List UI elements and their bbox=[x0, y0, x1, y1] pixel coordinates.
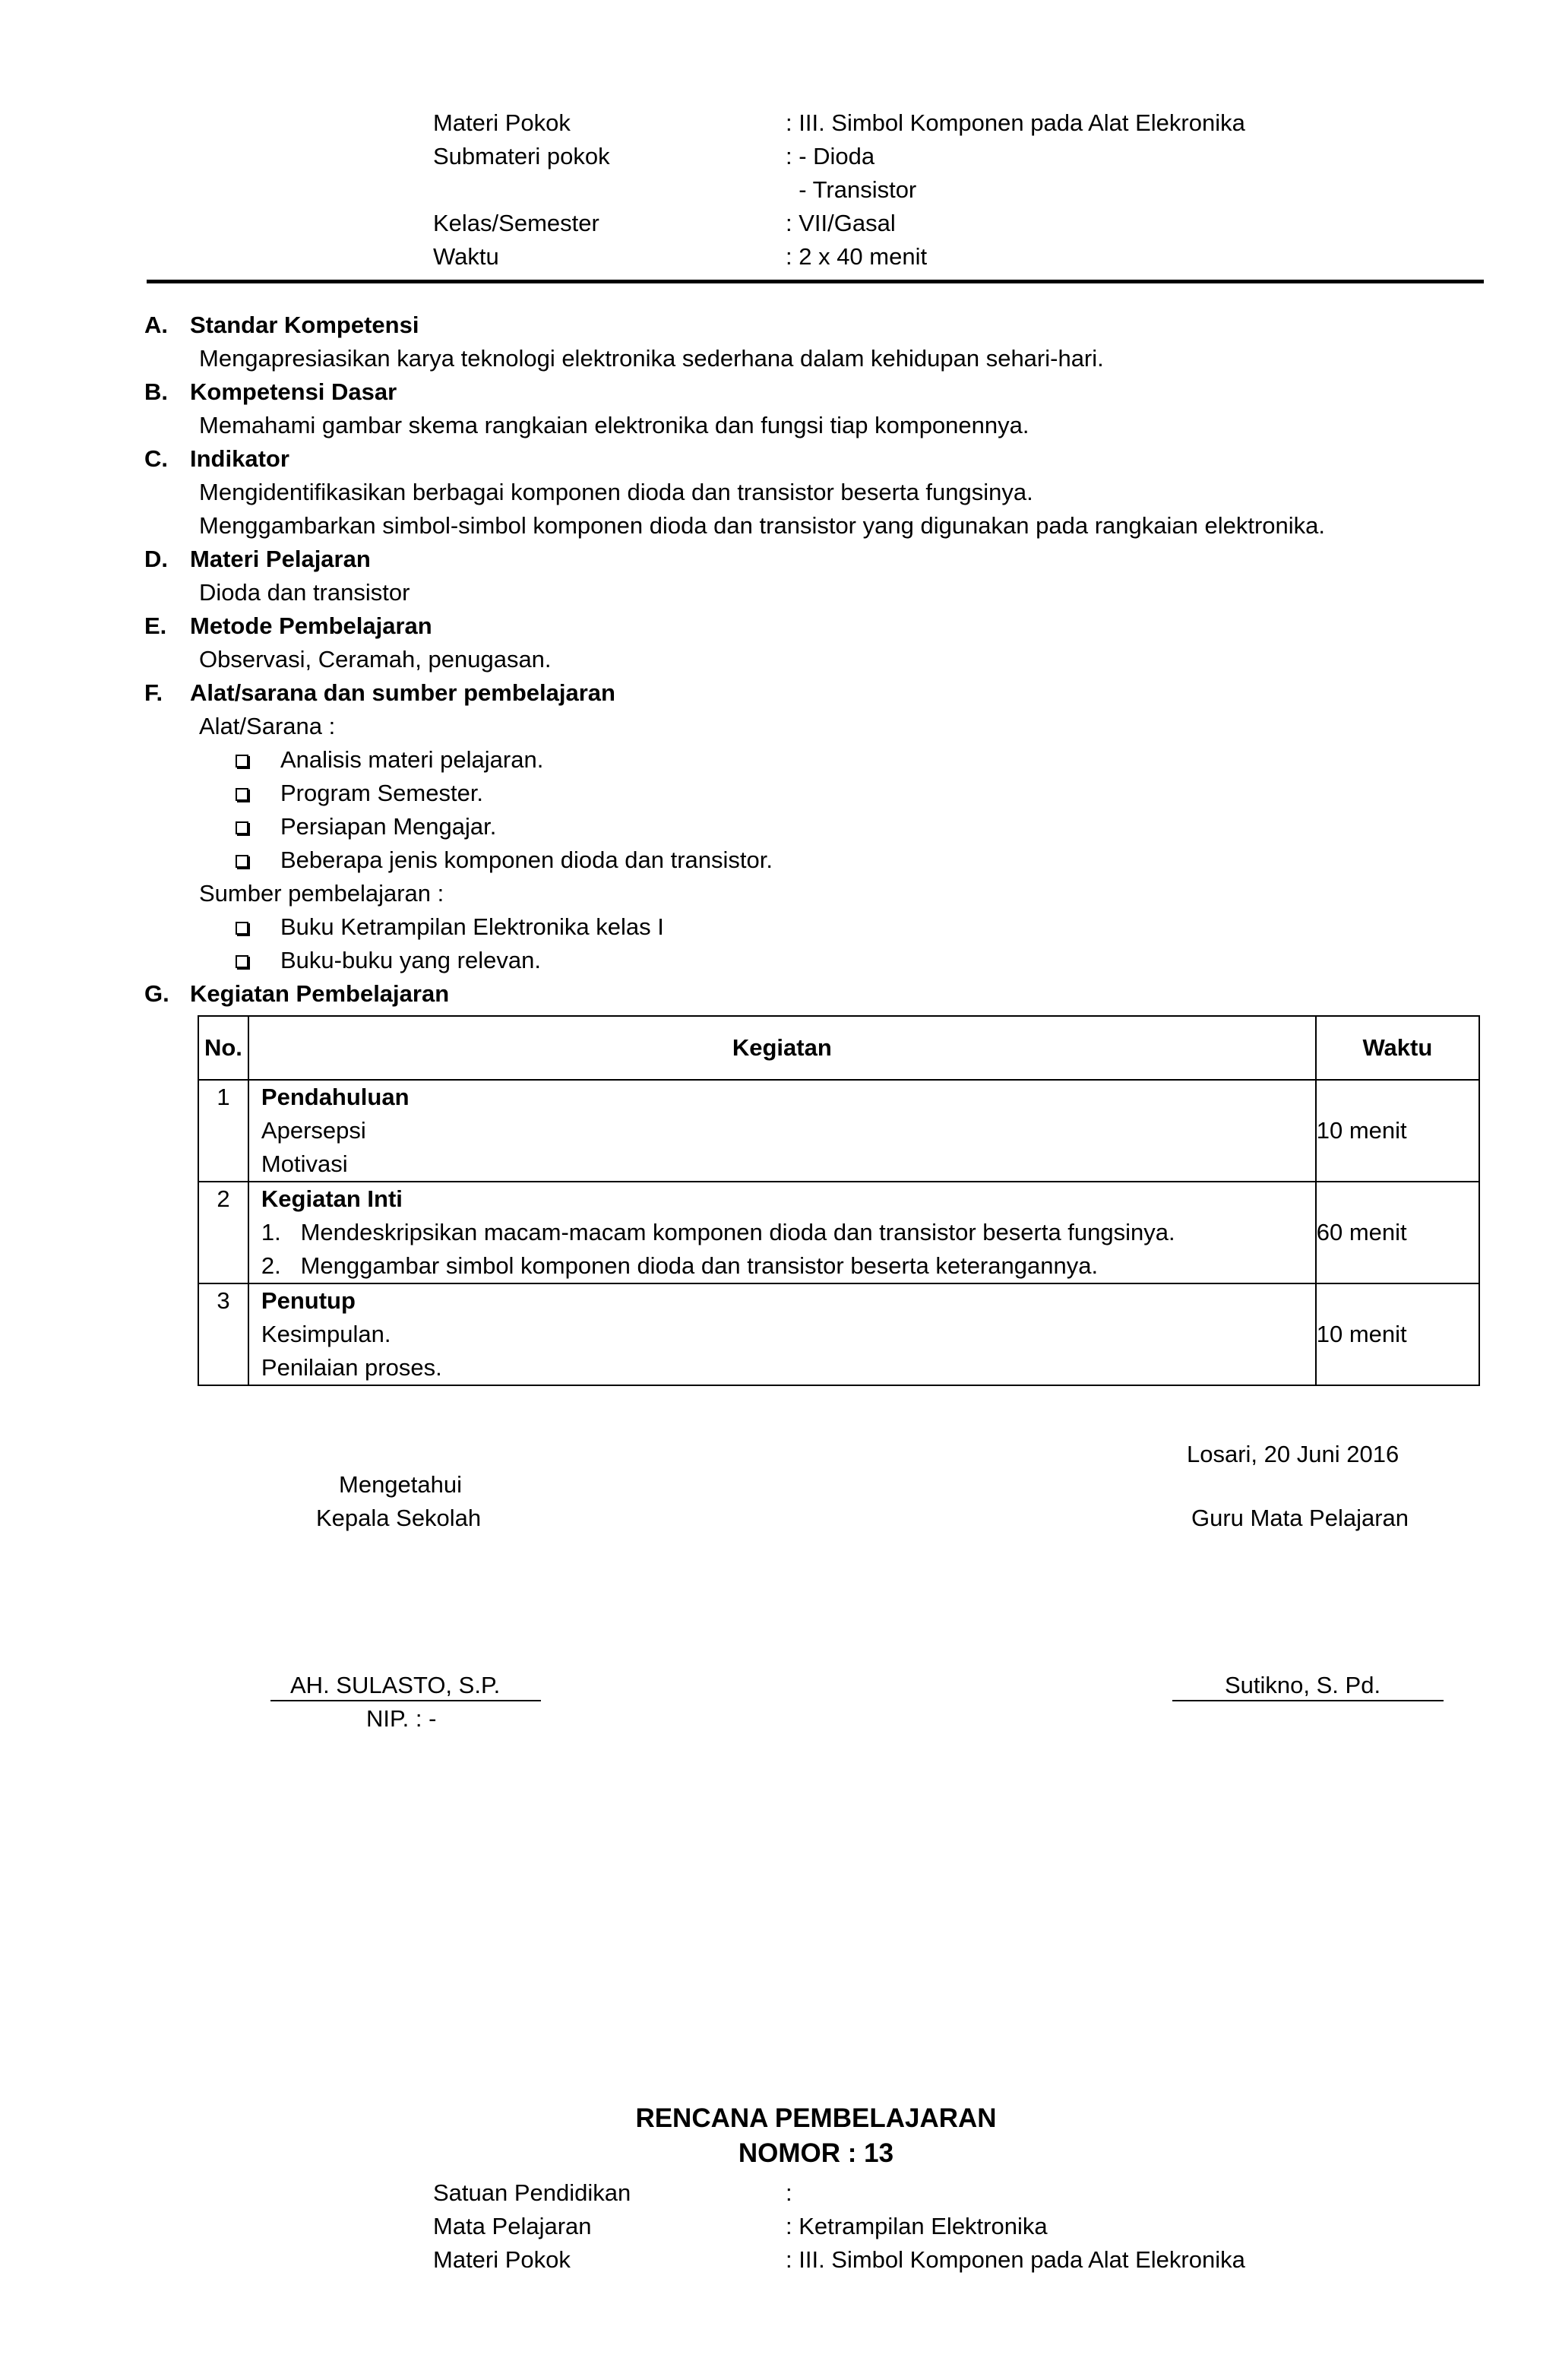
checkbox-bullet-icon bbox=[236, 855, 248, 868]
row-title: Penutup bbox=[261, 1287, 356, 1314]
table-row bbox=[198, 1080, 1479, 1182]
row-waktu: 60 menit bbox=[1316, 1182, 1479, 1283]
value-kelas: : VII/Gasal bbox=[786, 210, 896, 236]
list-item bbox=[236, 810, 248, 843]
section-d-text: Dioda dan transistor bbox=[199, 579, 410, 606]
row-line: Apersepsi bbox=[261, 1117, 366, 1144]
table-row bbox=[198, 1283, 1479, 1385]
checkbox-bullet-icon bbox=[236, 821, 248, 834]
list-item bbox=[236, 843, 248, 877]
section-b-title: Kompetensi Dasar bbox=[190, 378, 397, 405]
section-c-letter: C. bbox=[144, 445, 168, 472]
section-e-letter: E. bbox=[144, 612, 167, 639]
checkbox-bullet-icon bbox=[236, 922, 248, 935]
row-no: 2 bbox=[198, 1182, 248, 1283]
alat-label: Alat/Sarana : bbox=[199, 713, 336, 739]
alat-item-2: Program Semester. bbox=[280, 780, 484, 806]
list-item bbox=[236, 777, 248, 810]
section-c-text-2: Menggambarkan simbol-simbol komponen dioda dan transistor yang digunakan pada rangkaian elektronika. bbox=[199, 512, 1326, 539]
right-caption: Guru Mata Pelajaran bbox=[1191, 1505, 1409, 1531]
label-submateri: Submateri pokok bbox=[433, 143, 610, 169]
next-page-title: RENCANA PEMBELAJARAN bbox=[635, 2103, 997, 2133]
list-item bbox=[236, 743, 248, 777]
left-signature-line bbox=[270, 1700, 541, 1701]
alat-item-4: Beberapa jenis komponen dioda dan transistor. bbox=[280, 847, 773, 873]
row-line: Kesimpulan. bbox=[261, 1321, 391, 1347]
checkbox-bullet-icon bbox=[236, 788, 248, 801]
right-signatory-name: Sutikno, S. Pd. bbox=[1225, 1672, 1381, 1698]
row-line: Motivasi bbox=[261, 1150, 348, 1177]
section-g-letter: G. bbox=[144, 980, 169, 1007]
label-materi-pokok: Materi Pokok bbox=[433, 109, 571, 136]
section-e-text: Observasi, Ceramah, penugasan. bbox=[199, 646, 552, 673]
checkbox-bullet-icon bbox=[236, 955, 248, 968]
sumber-item-2: Buku-buku yang relevan. bbox=[280, 947, 541, 973]
section-e-title: Metode Pembelajaran bbox=[190, 612, 432, 639]
row-kegiatan bbox=[248, 1182, 1316, 1283]
table-header-row bbox=[198, 1016, 1479, 1080]
section-c-title: Indikator bbox=[190, 445, 289, 472]
row-no: 3 bbox=[198, 1283, 248, 1385]
value-submateri-1: : - Dioda bbox=[786, 143, 875, 169]
value-materi-pokok-2: : III. Simbol Komponen pada Alat Elekronika bbox=[786, 2246, 1245, 2273]
row-title: Pendahuluan bbox=[261, 1084, 410, 1110]
next-page-number: NOMOR : 13 bbox=[738, 2138, 894, 2168]
row-no: 1 bbox=[198, 1080, 248, 1182]
label-kelas: Kelas/Semester bbox=[433, 210, 599, 236]
header-waktu: Waktu bbox=[1316, 1016, 1479, 1080]
section-c-text-1: Mengidentifikasikan berbagai komponen dioda dan transistor beserta fungsinya. bbox=[199, 479, 1033, 505]
left-caption-1: Mengetahui bbox=[339, 1471, 463, 1498]
label-materi-pokok-2: Materi Pokok bbox=[433, 2246, 571, 2273]
value-satuan: : bbox=[786, 2179, 792, 2206]
list-item bbox=[236, 910, 248, 944]
section-f-title: Alat/sarana dan sumber pembelajaran bbox=[190, 679, 615, 706]
label-mata-pelajaran: Mata Pelajaran bbox=[433, 2213, 592, 2239]
row-kegiatan bbox=[248, 1080, 1316, 1182]
kegiatan-table bbox=[198, 1015, 1480, 1386]
section-a-title: Standar Kompetensi bbox=[190, 312, 419, 338]
section-f-letter: F. bbox=[144, 679, 163, 706]
section-a-text: Mengapresiasikan karya teknologi elektronika sederhana dalam kehidupan sehari-hari. bbox=[199, 345, 1104, 372]
section-d-title: Materi Pelajaran bbox=[190, 546, 371, 572]
sumber-label: Sumber pembelajaran : bbox=[199, 880, 444, 907]
left-signatory-name: AH. SULASTO, S.P. bbox=[290, 1672, 501, 1698]
table-row bbox=[198, 1182, 1479, 1283]
place-date: Losari, 20 Juni 2016 bbox=[1187, 1441, 1399, 1467]
row-line: 1. Mendeskripsikan macam-macam komponen dioda dan transistor beserta fungsinya. bbox=[261, 1219, 1175, 1245]
row-line: 2. Menggambar simbol komponen dioda dan transistor beserta keterangannya. bbox=[261, 1252, 1099, 1279]
right-signature-line bbox=[1172, 1700, 1444, 1701]
list-item bbox=[236, 944, 248, 977]
row-line: Penilaian proses. bbox=[261, 1354, 442, 1381]
row-waktu: 10 menit bbox=[1316, 1080, 1479, 1182]
sumber-item-1: Buku Ketrampilan Elektronika kelas I bbox=[280, 913, 664, 940]
row-title: Kegiatan Inti bbox=[261, 1185, 403, 1212]
value-materi-pokok: : III. Simbol Komponen pada Alat Elekronika bbox=[786, 109, 1245, 136]
left-caption-2: Kepala Sekolah bbox=[316, 1505, 482, 1531]
alat-item-3: Persiapan Mengajar. bbox=[280, 813, 497, 840]
label-waktu: Waktu bbox=[433, 243, 499, 270]
section-a-letter: A. bbox=[144, 312, 168, 338]
value-waktu: : 2 x 40 menit bbox=[786, 243, 928, 270]
section-b-text: Memahami gambar skema rangkaian elektronika dan fungsi tiap komponennya. bbox=[199, 412, 1029, 438]
section-d-letter: D. bbox=[144, 546, 168, 572]
label-satuan: Satuan Pendidikan bbox=[433, 2179, 631, 2206]
section-g-title: Kegiatan Pembelajaran bbox=[190, 980, 450, 1007]
checkbox-bullet-icon bbox=[236, 755, 248, 767]
row-waktu: 10 menit bbox=[1316, 1283, 1479, 1385]
value-submateri-2: - Transistor bbox=[786, 176, 917, 203]
header-no: No. bbox=[198, 1016, 248, 1080]
alat-item-1: Analisis materi pelajaran. bbox=[280, 746, 544, 773]
section-b-letter: B. bbox=[144, 378, 168, 405]
header-divider bbox=[147, 280, 1484, 283]
header-kegiatan: Kegiatan bbox=[248, 1016, 1316, 1080]
value-mata-pelajaran: : Ketrampilan Elektronika bbox=[786, 2213, 1048, 2239]
left-nip: NIP. : - bbox=[366, 1705, 437, 1732]
row-kegiatan bbox=[248, 1283, 1316, 1385]
